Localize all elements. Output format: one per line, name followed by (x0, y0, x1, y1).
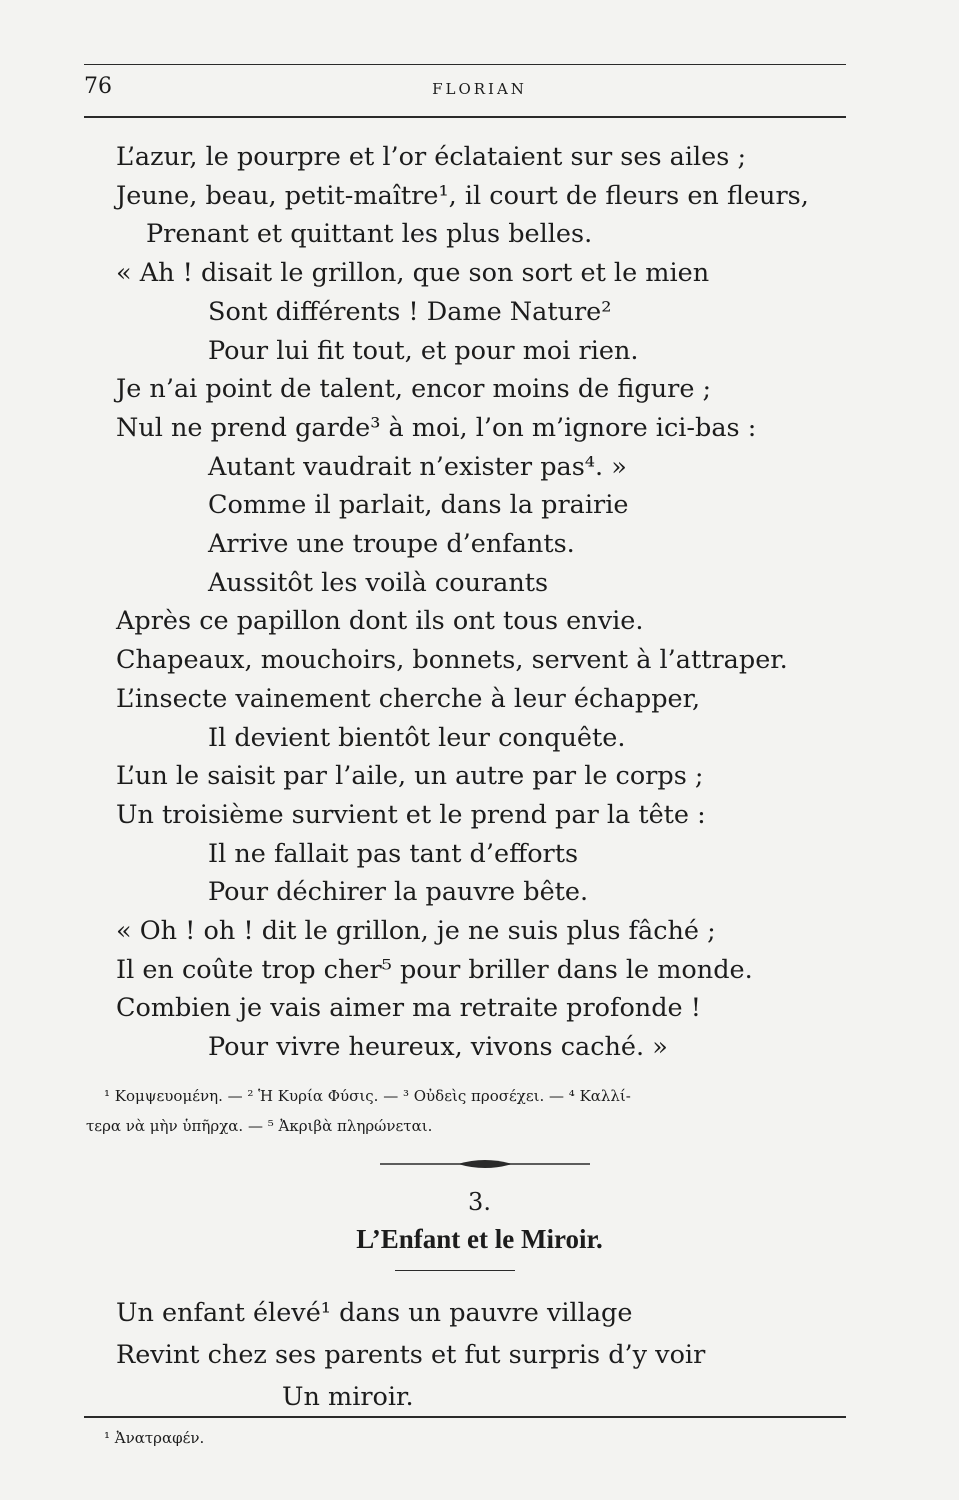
verse-line: Pour lui fit tout, et pour moi rien. (208, 335, 639, 366)
page-number: 76 (84, 74, 112, 99)
verse-line: Après ce papillon dont ils ont tous envie. (116, 606, 644, 637)
verse-line: L’azur, le pourpre et l’or éclataient sur ses ailes ; (116, 142, 747, 172)
verse-line: Jeune, beau, petit-maître¹, il court de fleurs en fleurs, (116, 180, 809, 211)
verse-line: Pour vivre heureux, vivons caché. » (208, 1032, 668, 1063)
verse-line: L’insecte vainement cherche à leur échapper, (116, 683, 701, 714)
header-rule-top (84, 64, 846, 65)
footnote-line: τερα νὰ μὴν ὑπῆρχα. — ⁵ Ἀκριβὰ πληρώνεται. (86, 1117, 433, 1135)
verse-line: Un troisième survient et le prend par la tête : (116, 799, 706, 830)
title-rule (395, 1270, 515, 1271)
header-rule-bottom (84, 116, 846, 118)
verse-line: Chapeaux, mouchoirs, bonnets, servent à l’attraper. (116, 645, 788, 676)
verse-line: Prenant et quittant les plus belles. (146, 219, 593, 250)
verse-line: Revint chez ses parents et fut surpris d’y voir (116, 1340, 706, 1370)
verse-line: « Oh ! oh ! dit le grillon, je ne suis plus fâché ; (116, 916, 716, 946)
verse-line: Combien je vais aimer ma retraite profonde ! (116, 993, 701, 1024)
verse-line: L’un le saisit par l’aile, un autre par le corps ; (116, 761, 704, 792)
verse-line: Nul ne prend garde³ à moi, l’on m’ignore ici-bas : (116, 412, 757, 443)
verse-line: Aussitôt les voilà courants (208, 567, 549, 598)
footnote-rule (84, 1416, 846, 1418)
verse-line: Un enfant élevé¹ dans un pauvre village (116, 1298, 633, 1328)
verse-line: Arrive une troupe d’enfants. (208, 529, 575, 559)
footnote-line: ¹ Ἀνατραφέν. (104, 1429, 205, 1447)
verse-line: Comme il parlait, dans la prairie (208, 490, 629, 521)
verse-line: Je n’ai point de talent, encor moins de figure ; (116, 374, 712, 405)
section-number: 3. (468, 1188, 491, 1216)
section-divider-ornament (380, 1156, 590, 1172)
verse-line: Un miroir. (282, 1382, 414, 1412)
section-title: L’Enfant et le Miroir. (356, 1224, 603, 1254)
verse-line: Pour déchirer la pauvre bête. (208, 877, 589, 908)
verse-line: Sont différents ! Dame Nature² (208, 296, 612, 327)
verse-line: Autant vaudrait n’exister pas⁴. » (208, 451, 627, 482)
verse-line: Il ne fallait pas tant d’efforts (208, 838, 579, 869)
footnote-line: ¹ Κομψευομένη. — ² Ἡ Κυρία Φύσις. — ³ Οὐδεὶς προσέχει. — ⁴ Καλλί- (104, 1087, 631, 1105)
verse-line: Il devient bientôt leur conquête. (208, 722, 626, 753)
verse-line: Il en coûte trop cher⁵ pour briller dans le monde. (116, 954, 753, 985)
running-head: FLORIAN (432, 80, 527, 98)
verse-line: « Ah ! disait le grillon, que son sort et le mien (116, 258, 710, 289)
